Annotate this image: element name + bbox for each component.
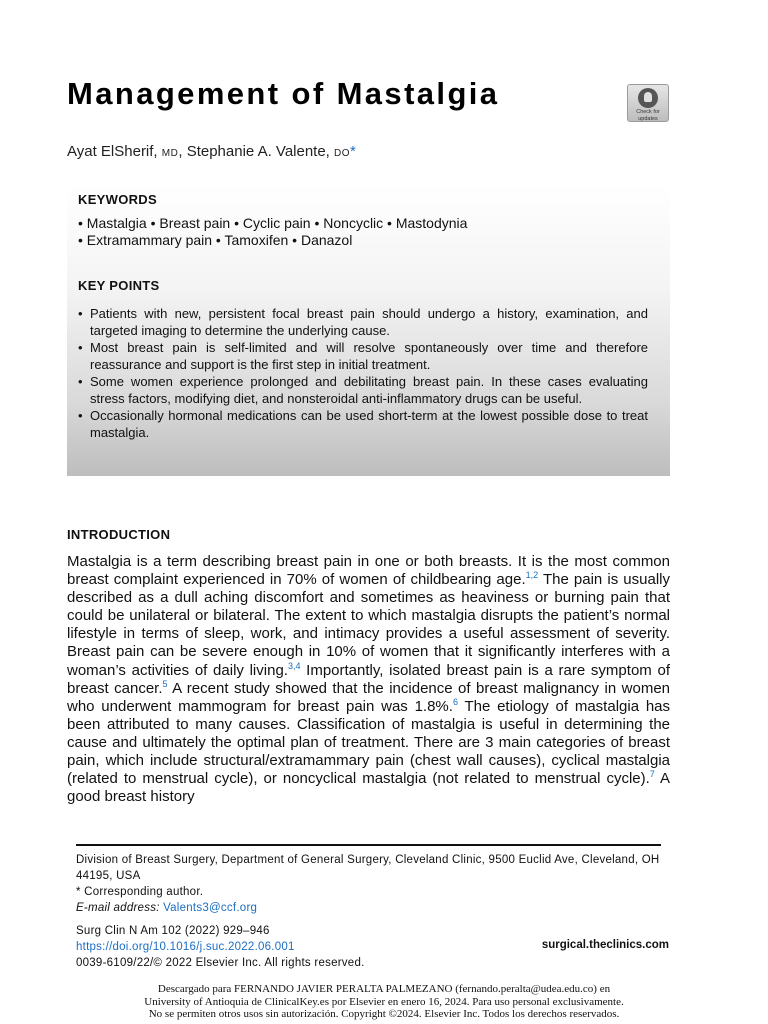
author-name: Ayat ElSherif, [67, 143, 158, 160]
affiliation-block [76, 852, 666, 916]
key-point-text: Most breast pain is self-limited and will resolve spontaneously over time and therefore reassurance and support is the first step in initial treatment. [90, 340, 648, 372]
key-point-text: Occasionally hormonal medications can be used short-term at the lowest possible dose to treat mastalgia. [90, 408, 648, 440]
author-degree: DO [334, 148, 351, 159]
reference-link[interactable]: 3,4 [287, 660, 301, 671]
keywords-keypoints-box [67, 184, 670, 476]
author-list [67, 143, 356, 160]
email-label: E-mail address: [76, 902, 160, 914]
body-text-segment: A recent study showed that the incidence of breast malignancy in women who underwent mammogram for breast pain was 1.8%. [67, 679, 671, 715]
reference-link[interactable]: 6 [452, 696, 458, 707]
key-point-item [78, 408, 648, 441]
doi-link[interactable]: https://doi.org/10.1016/j.suc.2022.06.001 [76, 941, 295, 953]
download-notice-line: University of Antioquia de ClinicalKey.es por Elsevier en enero 16, 2024. Para uso personal exclusivamente. [144, 995, 624, 1008]
key-point-item [78, 340, 648, 373]
badge-line-2: updates [638, 116, 658, 122]
footnote-divider [76, 844, 661, 846]
author-degree: MD [161, 148, 179, 159]
corresponding-author-mark[interactable]: * [350, 143, 356, 160]
download-notice-line: No se permiten otros usos sin autorización. Copyright ©2024. Elsevier Inc. Todos los derechos reservados. [148, 1008, 620, 1020]
email-link[interactable]: Valents3@ccf.org [163, 902, 258, 914]
download-notice [0, 983, 768, 1021]
bullet: • [78, 340, 83, 355]
email-line [76, 900, 666, 916]
key-point-item [78, 374, 648, 407]
body-text-segment: The pain is usually described as a dull aching discomfort and sometimes as heaviness or burning pain that could be unilateral or bilateral. The extent to which mastalgia disrupts the patient’s normal lifestyle in terms of sleep, work, and intimacy provides a useful assessment of severity. Breast pain can be severe enough in 10% of women that it significantly interferes with a woman’s activities of daily living. [67, 571, 670, 679]
key-points-list [78, 306, 648, 442]
corresponding-note: * Corresponding author. [76, 886, 204, 898]
key-points-heading: KEY POINTS [78, 278, 160, 293]
reference-link[interactable]: 5 [162, 678, 168, 689]
badge-line-1: Check for [636, 109, 660, 115]
affiliation-line: Division of Breast Surgery, Department of General Surgery, Cleveland Clinic, 9500 Euclid Ave, Cleveland, OH 44195, USA [76, 854, 660, 882]
reference-link[interactable]: 7 [649, 769, 655, 780]
body-text-segment: The etiology of mastalgia has been attributed to many causes. Classification of mastalgia is useful in determining the cause and ultimately the optimal plan of treatment. There are 3 main categories of breast pain, which include structural/extramammary pain (chest wall causes), cyclical mastalgia (related to menstrual cycle), or noncyclical mastalgia (not related to menstrual cycle). [67, 697, 670, 788]
copyright-line: 0039-6109/22/© 2022 Elsevier Inc. All rights reserved. [76, 957, 365, 969]
body-text-segment: Importantly, isolated breast pain is a rare symptom of breast cancer. [67, 661, 670, 697]
bullet: • [78, 306, 83, 321]
key-point-text: Some women experience prolonged and debilitating breast pain. In these cases evaluating stress factors, modifying diet, and nonsteroidal anti-inflammatory drugs can be useful. [90, 374, 648, 406]
body-text-segment: Mastalgia is a term describing breast pain in one or both breasts. It is the most common breast complaint experienced in 70% of women of childbearing age. [67, 553, 670, 589]
introduction-paragraph [67, 553, 670, 806]
key-point-item [78, 306, 648, 339]
bullet: • [78, 408, 83, 423]
author-name: Stephanie A. Valente, [186, 143, 330, 160]
reference-link[interactable]: 1,2 [525, 570, 539, 581]
journal-info [76, 923, 365, 971]
article-title: Management of Mastalgia [67, 76, 500, 111]
check-for-updates-icon [638, 88, 658, 108]
body-text-segment: A good breast history [67, 770, 670, 806]
bullet: • [78, 374, 83, 389]
keywords-heading: KEYWORDS [78, 192, 157, 207]
download-notice-line: Descargado para FERNANDO JAVIER PERALTA PALMEZANO (fernando.peralta@udea.edu.co) en [157, 983, 611, 995]
journal-citation: Surg Clin N Am 102 (2022) 929–946 [76, 925, 270, 937]
author-separator: , [178, 143, 187, 160]
journal-site-link[interactable]: surgical.theclinics.com [541, 939, 669, 951]
introduction-heading: INTRODUCTION [67, 527, 171, 542]
check-for-updates-badge[interactable] [627, 84, 669, 122]
keywords-line: • Extramammary pain • Tamoxifen • Danazol [78, 232, 353, 248]
key-point-text: Patients with new, persistent focal breast pain should undergo a history, examination, and targeted imaging to determine the underlying cause. [90, 306, 648, 338]
keywords-line: • Mastalgia • Breast pain • Cyclic pain • Noncyclic • Mastodynia [78, 215, 468, 231]
